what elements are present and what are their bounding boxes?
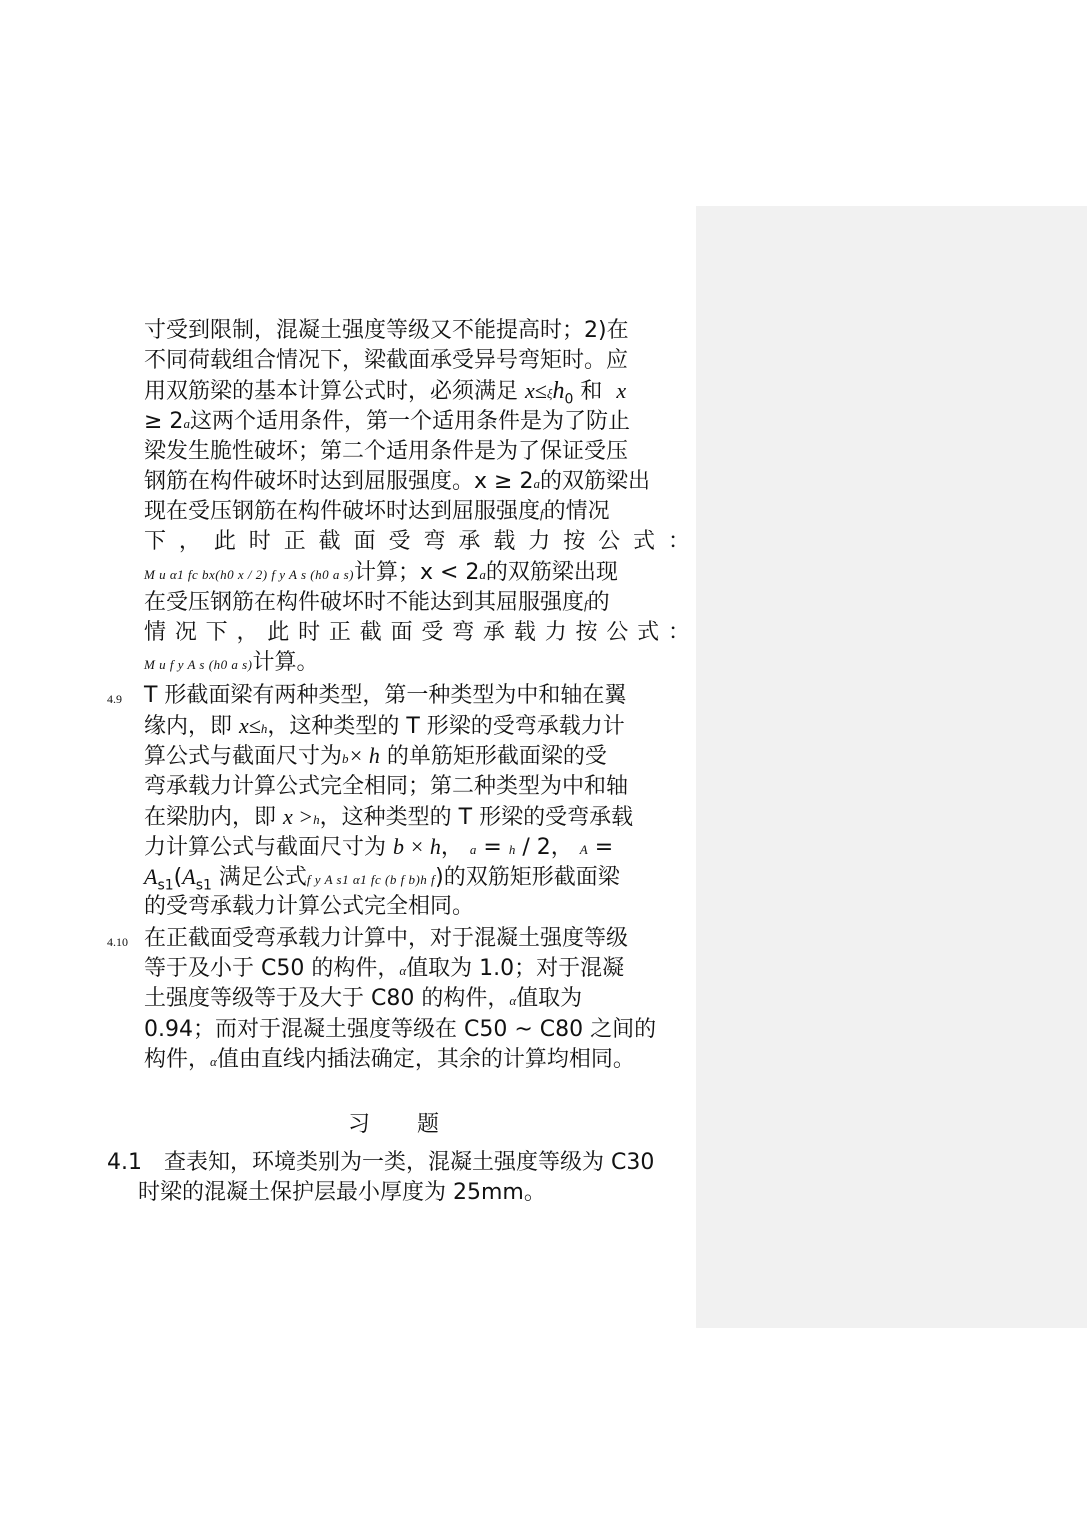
text-line: 0.94；而对于混凝土强度等级在 C50 ~ C80 之间的 <box>144 1016 657 1042</box>
text-run: 缘内，即 <box>144 714 233 740</box>
text-run: 计算。 <box>252 650 319 676</box>
text-run: 值由直线内插法确定，其余的计算均相同。 <box>216 1046 635 1072</box>
text-run: 构件， <box>144 1046 211 1072</box>
text-run: 土强度等级等于及大于 C80 的构件， <box>144 986 510 1012</box>
math-symbol: h <box>508 841 516 857</box>
text-line: 4.1 查表知，环境类别为一类，混凝土强度等级为 C30 <box>107 1150 655 1175</box>
formula: M u f y A s (h0 a s) <box>144 657 253 673</box>
math-symbol: a <box>183 415 190 431</box>
math-run: x > <box>283 803 314 829</box>
text-run: 现在受压钢筋在构件破坏时达到屈服强度 <box>144 499 541 525</box>
text-run: ( <box>173 865 183 891</box>
exercise-4-1 <box>107 1148 707 1208</box>
text-line: 寸受到限制，混凝土强度等级又不能提高时；2)在 <box>144 318 629 343</box>
text-line <box>144 984 690 1014</box>
text-run: 在梁肋内，即 <box>144 804 277 830</box>
text-run: = <box>483 834 502 860</box>
text-run: 算公式与截面尺寸为 <box>144 744 343 770</box>
text-run: 等于及小于 C50 的构件， <box>144 956 400 982</box>
text-run: 计算；x < 2 <box>353 559 480 585</box>
text-line <box>144 862 690 892</box>
text-line: 在正截面受弯承载力计算中，对于混凝土强度等级 <box>144 926 629 951</box>
text-line <box>144 802 690 832</box>
formula: M u α1 fc bx(h0 x / 2) f y A s (h0 a s) <box>144 566 354 582</box>
text-run: 值取为 1.0；对于混凝 <box>406 956 625 982</box>
text-run: ≥ 2 <box>144 408 184 434</box>
text-run: ， <box>440 834 463 860</box>
text-line: T 形截面梁有两种类型，第一种类型为中和轴在翼 <box>144 683 627 708</box>
text-line: 情况下，此时正截面受弯承载力按公式： <box>144 619 690 645</box>
math-symbol: α <box>399 963 407 979</box>
text-run: 满足公式 <box>218 865 307 891</box>
comment-pane <box>696 206 1087 1328</box>
math-run: h <box>552 378 565 405</box>
text-line: 时梁的混凝土保护层最小厚度为 25mm。 <box>138 1180 546 1206</box>
math-run: A <box>144 864 158 890</box>
text-run: 的双筋梁出现 <box>485 559 618 585</box>
math-symbol: α <box>509 993 517 1009</box>
math-symbol: a <box>479 566 486 582</box>
text-run: )的双筋矩形截面梁 <box>435 865 620 891</box>
text-line <box>144 376 690 406</box>
math-symbol: h <box>260 721 268 737</box>
text-line: 下，此时正截面受弯承载力按公式： <box>144 529 690 555</box>
math-symbol: α <box>210 1053 217 1069</box>
math-subscript: s1 <box>157 877 174 894</box>
math-symbol: f <box>540 506 544 522</box>
text-run: ，这种类型的 T 形梁的受弯承载力计 <box>267 714 625 740</box>
text-line <box>144 711 690 741</box>
text-run: = <box>594 834 614 860</box>
text-run: 在受压钢筋在构件破坏时不能达到其屈服强度 <box>144 589 585 615</box>
math-symbol: h <box>313 811 320 827</box>
math-run: x <box>616 378 627 404</box>
math-symbol: a <box>533 475 540 491</box>
math-subscript: s1 <box>195 877 212 894</box>
text-line <box>144 741 690 771</box>
math-symbol: A <box>579 841 588 857</box>
text-run: ，这种类型的 T 形梁的受弯承载 <box>319 804 634 830</box>
text-run: 钢筋在构件破坏时达到屈服强度。x ≥ 2 <box>144 468 534 494</box>
text-line: 梁发生脆性破坏；第二个适用条件是为了保证受压 <box>144 438 629 464</box>
text-run: 和 <box>580 379 603 405</box>
text-run: 这两个适用条件，第一个适用条件是为了防止 <box>189 408 630 434</box>
math-run: A <box>182 864 196 890</box>
top-paragraph <box>144 316 690 678</box>
math-symbol: f <box>584 596 588 612</box>
text-run: 力计算公式与截面尺寸为 <box>144 834 387 860</box>
text-line <box>144 588 690 618</box>
math-run: × h <box>348 743 380 769</box>
math-run: b × h <box>393 833 441 859</box>
text-line <box>144 497 690 527</box>
text-run: 值取为 <box>516 986 583 1012</box>
text-run: 的情况 <box>543 499 610 525</box>
section-heading: 习 题 <box>348 1112 439 1137</box>
math-run: x≤ <box>239 713 261 739</box>
text-run: 的 <box>587 589 610 615</box>
item-4-9-paragraph <box>144 681 690 923</box>
item-number: 4.10 <box>107 935 128 949</box>
text-line <box>144 1045 690 1075</box>
item-number: 4.9 <box>107 692 122 706</box>
math-symbol: ξ <box>546 386 553 402</box>
text-line <box>144 407 690 437</box>
text-line <box>144 954 690 984</box>
text-run: 的单筋矩形截面梁的受 <box>386 744 607 770</box>
text-line: 的受弯承载力计算公式完全相同。 <box>144 894 475 920</box>
text-line <box>144 467 690 497</box>
math-subscript: 0 <box>564 391 574 408</box>
text-run: 用双筋梁的基本计算公式时，必须满足 <box>144 379 519 405</box>
item-4-10-paragraph <box>144 924 690 1075</box>
text-line: 弯承载力计算公式完全相同；第二种类型为中和轴 <box>144 773 629 799</box>
math-symbol: a <box>469 841 477 857</box>
text-run: 的双筋梁出 <box>539 468 650 494</box>
text-line <box>144 648 690 678</box>
text-line <box>144 832 690 862</box>
text-line <box>144 558 690 588</box>
math-run: x≤ <box>525 378 547 404</box>
math-symbol: b <box>342 751 349 767</box>
text-line: 不同荷载组合情况下，梁截面承受异号弯矩时。应 <box>144 348 629 374</box>
text-run: / 2， <box>522 834 573 860</box>
formula: f y A s1 α1 fc (b f b)h f <box>306 872 436 888</box>
